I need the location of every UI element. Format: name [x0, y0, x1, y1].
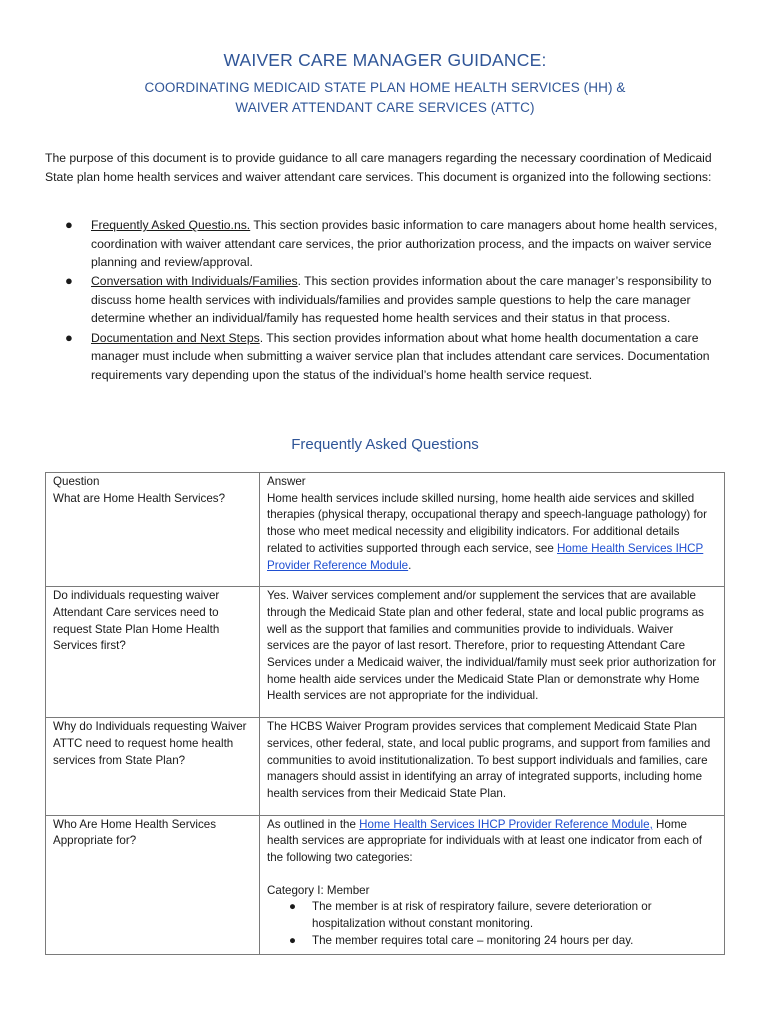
category-title: Category I: Member [267, 883, 370, 897]
section-link-documentation[interactable]: Documentation and Next Steps [91, 330, 260, 345]
column-header-question: Question [53, 475, 100, 488]
table-row [46, 473, 725, 587]
table-row [46, 718, 725, 816]
question-text: Why do Individuals requesting Waiver ATTC need to request home health services from State Plan? [53, 720, 247, 767]
bullet-icon: ● [289, 900, 297, 914]
list-item [267, 933, 717, 950]
intro-paragraph: The purpose of this document is to provide guidance to all care managers regarding the necessary coordination of Medicaid State plan home health services and waiver attendant care services. This document is organized into the following sections: [45, 151, 712, 184]
sections-list [45, 216, 725, 385]
table-row [46, 587, 725, 718]
section-description: This section provides basic information to care managers about home health services, coordination with waiver attendant care services, the prior authorization process, and the impacts on waiver service planning and review/approval. [91, 218, 718, 270]
answer-text: As outlined in the [267, 817, 360, 831]
bullet-icon: ● [65, 273, 73, 289]
bullet-icon: ● [65, 217, 73, 232]
answer-cell [260, 587, 725, 718]
document-subtitle-line1: COORDINATING MEDICAID STATE PLAN HOME HEALTH SERVICES (HH) & [144, 80, 626, 95]
question-cell [46, 815, 260, 954]
question-text: Do individuals requesting waiver Attendant Care services need to request State Plan Home Health Services first? [53, 589, 220, 653]
home-health-module-link[interactable]: Home Health Services IHCP Provider Reference Module [267, 541, 704, 572]
answer-text-end: Home health services are appropriate for individuals with at least one indicator from each of the following two categories: [267, 817, 702, 865]
answer-cell [260, 718, 725, 816]
answer-cell [260, 815, 725, 954]
question-cell [46, 473, 260, 587]
answer-text: The HCBS Waiver Program provides services that complement Medicaid State Plan services, other federal, state, and local public programs, and support from families and communities to avoid institutionalization. To best support individuals and families, care managers should assist in identifying an array of integrated supports, including home health services from their Medicaid State Plan. [267, 720, 711, 800]
list-item [267, 899, 717, 932]
question-text: Who Are Home Health Services Appropriate for? [53, 817, 217, 848]
section-description: . This section provides information about the care manager’s responsibility to discuss home health services with individuals/families and provides sample questions to help the care manager determine whether an individual/family has requested home health services and their status in that process. [91, 274, 712, 326]
faq-section-title: Frequently Asked Questions [291, 436, 479, 453]
section-link-conversation[interactable]: Conversation with Individuals/Families [91, 274, 298, 289]
category-list [267, 899, 717, 949]
answer-text: Home health services include skilled nursing, home health aide services and skilled therapies (physical therapy, occupational therapy and speech-language pathology) for those who meet medical necessity and eligibility indicators. For additional details related to activities supported through each service, see [267, 491, 707, 555]
document-subtitle-line2: WAIVER ATTENDANT CARE SERVICES (ATTC) [235, 100, 535, 115]
category-item-text: The member requires total care – monitoring 24 hours per day. [312, 933, 634, 947]
bullet-icon: ● [65, 329, 73, 345]
list-item [45, 272, 725, 328]
question-cell [46, 718, 260, 816]
question-text: What are Home Health Services? [53, 491, 226, 505]
bullet-icon: ● [289, 933, 297, 947]
answer-text: Yes. Waiver services complement and/or supplement the services that are available through the Medicaid State plan and other federal, state and local public programs as well as the support that families and communities provide to individuals. Waiver services are the payor of last resort. Therefore, prior to requesting Attendant Care Services under a Medicaid waiver, the individual/family must seek prior authorization for home health aide services under the Medicaid State Plan or demonstrate why Home Health services are not appropriate for the individual. [267, 589, 717, 703]
category-item-text: The member is at risk of respiratory failure, severe deterioration or hospitalization without constant monitoring. [312, 900, 652, 931]
document-title: WAIVER CARE MANAGER GUIDANCE: [223, 50, 547, 70]
section-description: . This section provides information about what home health documentation a care manager must include when submitting a waiver service plan that includes attendant care services. Documentation requirements vary depending upon the status of the individual’s home health service request. [91, 330, 710, 382]
section-link-faq[interactable]: Frequently Asked Questio.ns. [91, 218, 251, 232]
home-health-module-link[interactable]: Home Health Services IHCP Provider Reference Module, [359, 817, 653, 831]
table-row [46, 815, 725, 954]
faq-table [45, 472, 725, 955]
answer-cell [260, 473, 725, 587]
column-header-answer: Answer [267, 475, 306, 488]
question-cell [46, 587, 260, 718]
answer-text-end: . [408, 558, 412, 572]
list-item [45, 216, 725, 272]
list-item [45, 329, 725, 385]
